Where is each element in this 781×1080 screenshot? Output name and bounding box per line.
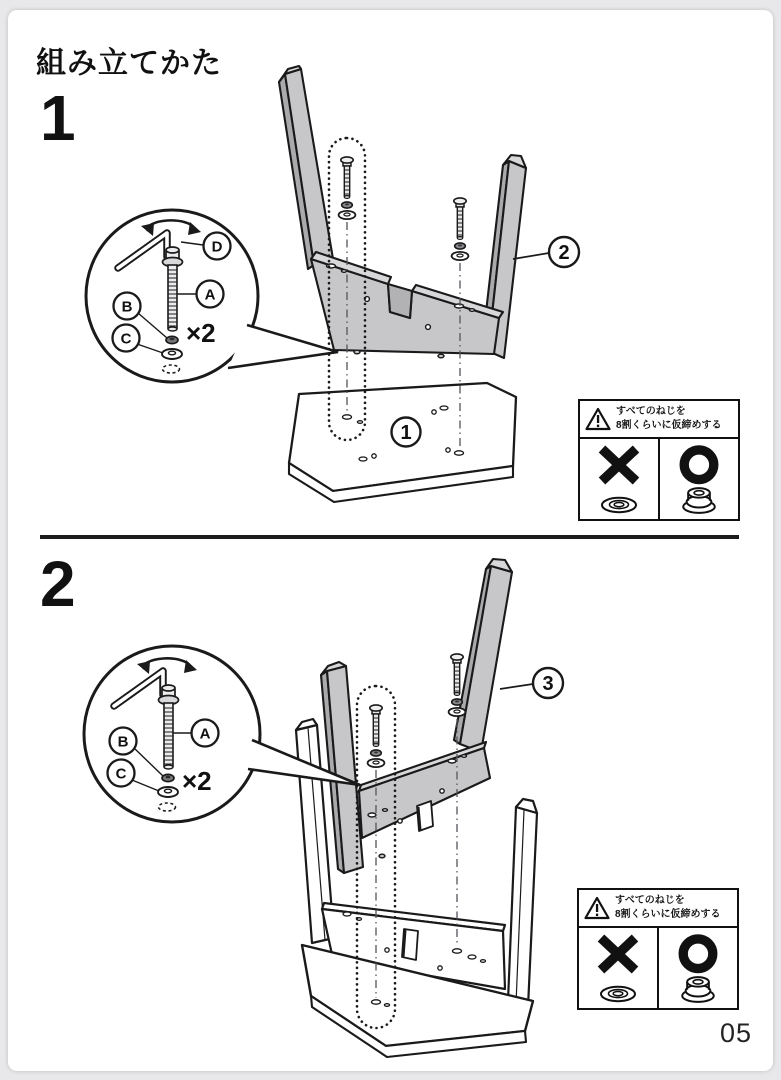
page-title: 組み立てかた [36, 47, 222, 80]
warning-line-1: すべてのねじを [616, 406, 686, 417]
step-1-number: 1 [40, 82, 76, 154]
white-right-leg [508, 799, 537, 1007]
svg-text:A: A [204, 286, 216, 304]
cross-icon [596, 444, 642, 486]
quantity-label: ×2 [186, 318, 216, 348]
raised-bolt-icon [674, 974, 722, 1004]
flat-washer-icon [593, 495, 645, 515]
warning-box-step-1 [578, 399, 740, 521]
part-label-1 [392, 418, 421, 447]
warning-text [616, 405, 722, 433]
warning-header [580, 401, 738, 439]
part-seat-board-1 [289, 383, 516, 502]
svg-text:2: 2 [558, 242, 570, 264]
part-label-2 [513, 237, 579, 267]
cross-icon [595, 933, 641, 975]
part-leg-frame-3 [321, 559, 512, 873]
svg-text:C: C [115, 765, 127, 783]
warning-line-1: すべてのねじを [615, 895, 685, 906]
warning-text [615, 894, 721, 922]
raised-bolt-icon [675, 485, 723, 515]
page-number: 05 [719, 1018, 752, 1048]
ring-icon [676, 444, 722, 485]
flat-washer-icon [592, 984, 644, 1004]
bolt-right [452, 198, 469, 260]
wrong-example-cell [580, 439, 660, 519]
quantity-label: ×2 [182, 766, 212, 796]
svg-text:B: B [117, 733, 129, 751]
svg-text:B: B [121, 298, 133, 316]
ring-icon [675, 933, 721, 974]
correct-example-cell [660, 439, 738, 519]
svg-text:D: D [211, 238, 223, 256]
crossbar [311, 252, 503, 354]
bolt-left [368, 705, 385, 767]
wrong-example-cell [579, 928, 659, 1008]
left-leg [279, 66, 333, 269]
svg-text:C: C [120, 330, 132, 348]
warning-line-2: 8割くらいに仮締めする [616, 420, 722, 431]
svg-text:1: 1 [400, 422, 412, 444]
warning-triangle-icon [584, 896, 610, 920]
svg-text:A: A [199, 725, 211, 743]
svg-text:3: 3 [542, 673, 554, 695]
warning-line-2: 8割くらいに仮締めする [615, 909, 721, 920]
part-leg-frame-2 [279, 66, 526, 358]
part-label-3 [500, 668, 563, 698]
warning-box-step-2 [577, 888, 739, 1010]
section-divider [40, 535, 739, 539]
correct-example-cell [659, 928, 737, 1008]
bolt-left [339, 157, 356, 219]
hardware-callout [86, 210, 338, 382]
warning-header [579, 890, 737, 928]
warning-triangle-icon [585, 407, 611, 431]
step-2-number: 2 [40, 548, 76, 620]
